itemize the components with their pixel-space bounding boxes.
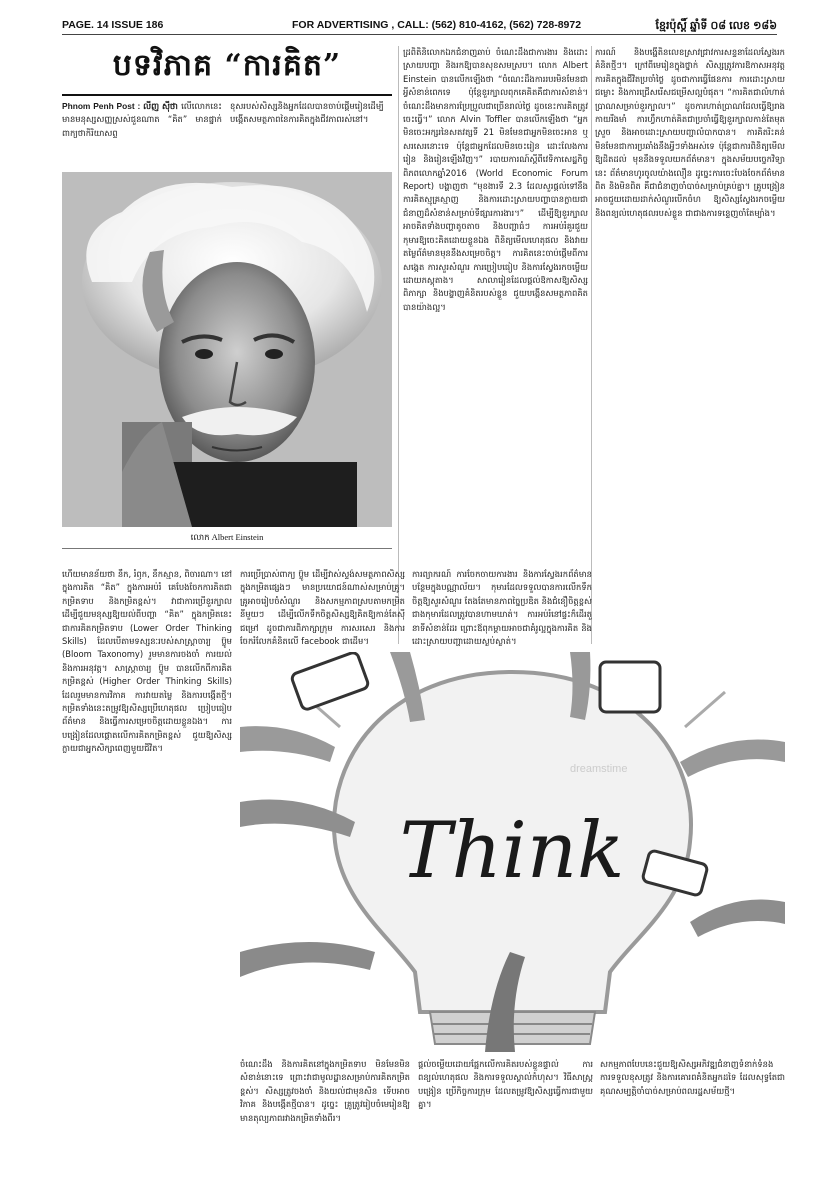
article-col3-top: ដ្រពិតិនិលោកឯកជំនាញឆាប់ ចំណេះដឹងជាការងារ និងដោះស្រាយបញ្ហា និងរកឱ្យបានសុខសមស្រប។ លោក Albert Einstein បានលើកឡើងថា “ចំណេះដឹងការរបរមិនមែនជាអ្វីសំខាន់ពេកទេ ប៉ុន្តែខួរក្បាលពុកគេគិតគឺជាការសំខាន់។ ចំណេះដឹងមានការប្រែប្រួលជាច្រើនរាល់ថ្ងៃ ដូចនេះការគិតត្រូវចេះធ្វើ។” លោក Alvin Toffler បានលើកឡើងថា “អ្នកមិនចេះអក្សរនៃសតវត្សទី 21 មិនមែនជាអ្នកមិនចេះអាន ឬសរសេរនោះទេ ប៉ុន្តែជាអ្នកដែលមិនចេះរៀន ដោះលែងការរៀន និងរៀនឡើងវិញ។” របាយការណ៍ស្តីពីវេទិកាសេដ្ឋកិច្ចពិភពលោកឆ្នាំ2016 (World Economic Forum Report) បង្ហាញថា “មុខងារទី 2.3 ដែលសួរផ្តល់ទៅនឹងការគិតស្មុគ្រស្មាញ និងការដោះស្រាយបញ្ហាបានក្លាយជាជំនាញដ៏សំខាន់សម្រាប់ទីផ្សារការងារ។” ដើម្បីឱ្យខួរក្បាលអាចគិតទាំងបញ្ហាតូចតាច និងបញ្ហាធំៗ ការអប់រំគួរជួយកុមារឱ្យចេះគិតដោយខ្លួនឯង ពិនិត្យមើលហេតុផល និងវាយតម្លៃព័ត៌មានមុននឹងសម្រេចចិត្ត។ ការគិតនេះចាប់ផ្តើមពីការសង្កេត ការសួរសំណួរ ការប្រៀបធៀប និងការស្វែងរកចម្លើយដោយភស្តុតាង។ សាលារៀនដែលផ្តល់ឱកាសឱ្យសិស្សពិភាក្សា និងបង្ហាញគំនិតរបស់ខ្លួន ជួយបង្កើនសមត្ថភាពគិតបានយ៉ាងល្អ។ — [403, 47, 588, 312]
page-issue-label: PAGE. 14 ISSUE 186 — [62, 19, 164, 31]
article-col1-bottom: ហើយមានន័យថា នឹក, រំឭក, នឹកស្មាន, ពិចារណា។ នៅក្នុងការគិត “គិត” ក្នុងការអប់រំ គេបែងចែកការគិតជាកម្រិតទាប និងកម្រិតខ្ពស់។ វាជាការប្រើខួរក្បាលដើម្បីជួយមនុស្សឱ្យយល់ពីបញ្ហា “គិត” ក្នុងកម្រិតនេះ ជាការគិតកម្រិតទាប (Lower Order Thinking Skills) ដែលបើតាមទស្សនៈរបស់សាស្ត្រាចារ្យ ប៊្លូម (Bloom Taxonomy) រួមមានការចងចាំ ការយល់ និងការអនុវត្ត។ សាស្ត្រាចារ្យ ប៊្លូម បានលើកពីការគិតកម្រិតខ្ពស់ (Higher Order Thinking Skills) ដែលរួមមានការវិភាគ ការវាយតម្លៃ និងការបង្កើតថ្មី។ កម្រិតទាំងនេះតម្រូវឱ្យសិស្សប្រើហេតុផល ប្រៀបធៀបព័ត៌មាន និងធ្វើការសម្រេចចិត្តដោយខ្លួនឯង។ ការបង្រៀនដែលផ្តោតលើការគិតកម្រិតខ្ពស់ ជួយឱ្យសិស្សក្លាយជាអ្នកសិក្សាពេញមួយជីវិត។ — [62, 569, 232, 754]
think-word: Think — [399, 806, 625, 896]
think-lightbulb-image — [240, 652, 785, 1052]
page-header — [62, 18, 777, 35]
article-col5-bottom: សកម្មភាពបែបនេះជួយឱ្យសិស្សអភិវឌ្ឍជំនាញទំនាក់ទំនង ការទទួលខុសត្រូវ និងការគោរពគំនិតអ្នកដទៃ ដែលសុទ្ធតែជាគុណសម្បត្តិចាំបាច់សម្រាប់ពលរដ្ឋសម័យថ្មី។ — [600, 1059, 785, 1096]
einstein-photo — [62, 172, 392, 527]
article-lead-left — [62, 100, 222, 168]
photo-caption: លោក Albert Einstein — [62, 532, 392, 549]
article-col2-bottom: ការប្រើប្រាស់ពាក្យ ប៊្លូម ដើម្បីវាស់ស្ទង់សមត្ថភាពសិស្សក្នុងកម្រិតផ្សេងៗ មានប្រយោជន៍ណាស់សម្រាប់គ្រូ។ គ្រូអាចរៀបចំសំណួរ និងសកម្មភាពស្របតាមកម្រិតនីមួយៗ ដើម្បីលើកទឹកចិត្តសិស្សឱ្យគិតឱ្យកាន់តែស៊ីជម្រៅ ដូចជាការពិភាក្សាក្រុម ការសរសេរ និងការចែករំលែកគំនិតលើ facebook ជាដើម។ — [240, 569, 405, 647]
article-title: បទវិភាគ “ការគិត” — [112, 48, 342, 83]
article-col3-bottom: ចំណេះដឹង និងការគិតនៅក្នុងកម្រិតទាប មិនមែនមិនសំខាន់នោះទេ ព្រោះវាជាមូលដ្ឋានសម្រាប់ការគិតកម្រិតខ្ពស់។ សិស្សត្រូវចងចាំ និងយល់ជាមុនសិន ទើបអាចវិភាគ និងបង្កើតថ្មីបាន។ ដូច្នេះ គ្រូត្រូវរៀបចំមេរៀនឱ្យមានតុល្យភាពរវាងកម្រិតទាំងពីរ។ — [240, 1059, 410, 1123]
article-lead-right: ខុសរបស់សិស្សនិងអ្នកដែលបានចាប់ផ្តើមរៀនដើម្បីបង្កើតសមត្ថភាពនៃការគិតក្នុងជីវភាពរស់នៅ។ — [230, 101, 384, 125]
byline-author: លីញ ស៊ីថា — [143, 101, 178, 111]
column-rule — [398, 46, 399, 644]
lead-left-text: លើលោកនេះមានមនុស្សសញ្ញស្រស់ជួនណាត “គិត” មានផ្នាក់ពាក្យថាកិរិយាសព្ទ — [62, 101, 222, 138]
article-col4-bottom: ផ្តល់ចម្លើយដោយផ្អែកលើការគិតរបស់ខ្លួនផ្ទាល់ ការពន្យល់ហេតុផល និងការទទួលស្គាល់កំហុស។ វិធីសាស្ត្របង្រៀន ប្រើកិច្ចការក្រុម ដែលតម្រូវឱ្យសិស្សធ្វើការជាមួយគ្នា។ — [418, 1059, 593, 1110]
byline-source: Phnom Penh Post : — [62, 101, 144, 111]
column-rule — [591, 46, 592, 644]
watermark-text: dreamstime — [570, 763, 628, 775]
article-col4-top: ការណ៍ និងបង្ហើតិនលេខស្រាវជ្រាវការសន្ទនាដែលស្វែងរកគំនិតថ្មីៗ។ ក្រៅពីមេរៀនក្នុងថ្នាក់ សិស្សត្រូវការឱកាសអនុវត្តការគិតក្នុងជីវិតប្រចាំថ្ងៃ ដូចជាការធ្វើផែនការ ការដោះស្រាយជម្លោះ និងការជ្រើសរើសជម្រើសល្អបំផុត។ “ការគិតជាលំហាត់ប្រាណសម្រាប់ខួរក្បាល។” ដូចការហាត់ប្រាណដែលធ្វើឱ្យរាងកាយរឹងមាំ ការហ្វឹកហាត់គិតជាប្រចាំធ្វើឱ្យខួរក្បាលកាន់តែមុតស្រួច និងអាចដោះស្រាយបញ្ហាលំបាកបាន។ ការគិតរិះគន់មិនមែនជាការប្រឆាំងនឹងអ្វីៗទាំងអស់ទេ ប៉ុន្តែជាការពិនិត្យមើលឱ្យដិតដល់ មុននឹងទទួលយកព័ត៌មាន។ ក្នុងសម័យបច្ចេកវិទ្យានេះ ព័ត៌មានហូរចូលយ៉ាងលឿន ដូច្នេះការចេះបែងចែកព័ត៌មានពិត និងមិនពិត គឺជាជំនាញចាំបាច់សម្រាប់គ្រប់គ្នា។ គ្រូបង្រៀនអាចជួយដោយដាក់សំណួរបើកចំហ ឱ្យសិស្សស្វែងរកចម្លើយ និងពន្យល់ហេតុផលរបស់ខ្លួន ជាជាងការទន្ទេញចាំតែម្យ៉ាង។ — [595, 47, 785, 218]
portrait-illustration — [62, 172, 392, 527]
advertising-line: FOR ADVERTISING , CALL: (562) 810-4162, (562) 728-8972 — [292, 19, 582, 31]
article-col4-mid: ការព្យាករណ៍ ការចែកចាយការងារ និងការស្វែងរកព័ត៌មានបន្ថែមក្នុងបណ្ណាល័យ។ កុមារដែលទទួលបានការលើកទឹកចិត្តឱ្យសួរសំណួរ តែងតែមានភាពច្នៃប្រឌិត និងជំនឿចិត្តខ្ពស់ជាងកុមារដែលត្រូវបានហាមឃាត់។ ការអប់រំនៅផ្ទះក៏ដើរតួនាទីសំខាន់ដែរ ព្រោះឪពុកម្តាយអាចជាគំរូល្អក្នុងការគិត និងដោះស្រាយបញ្ហាដោយស្ងប់ស្ងាត់។ — [412, 569, 592, 647]
article-title-box — [62, 42, 392, 96]
khmer-date-label: ខ្មែរប៉ុស្ដិ៍ ឆ្នាំទី ០៨ លេខ ១៨៦ — [655, 20, 777, 32]
lightbulb-illustration — [240, 652, 785, 1052]
